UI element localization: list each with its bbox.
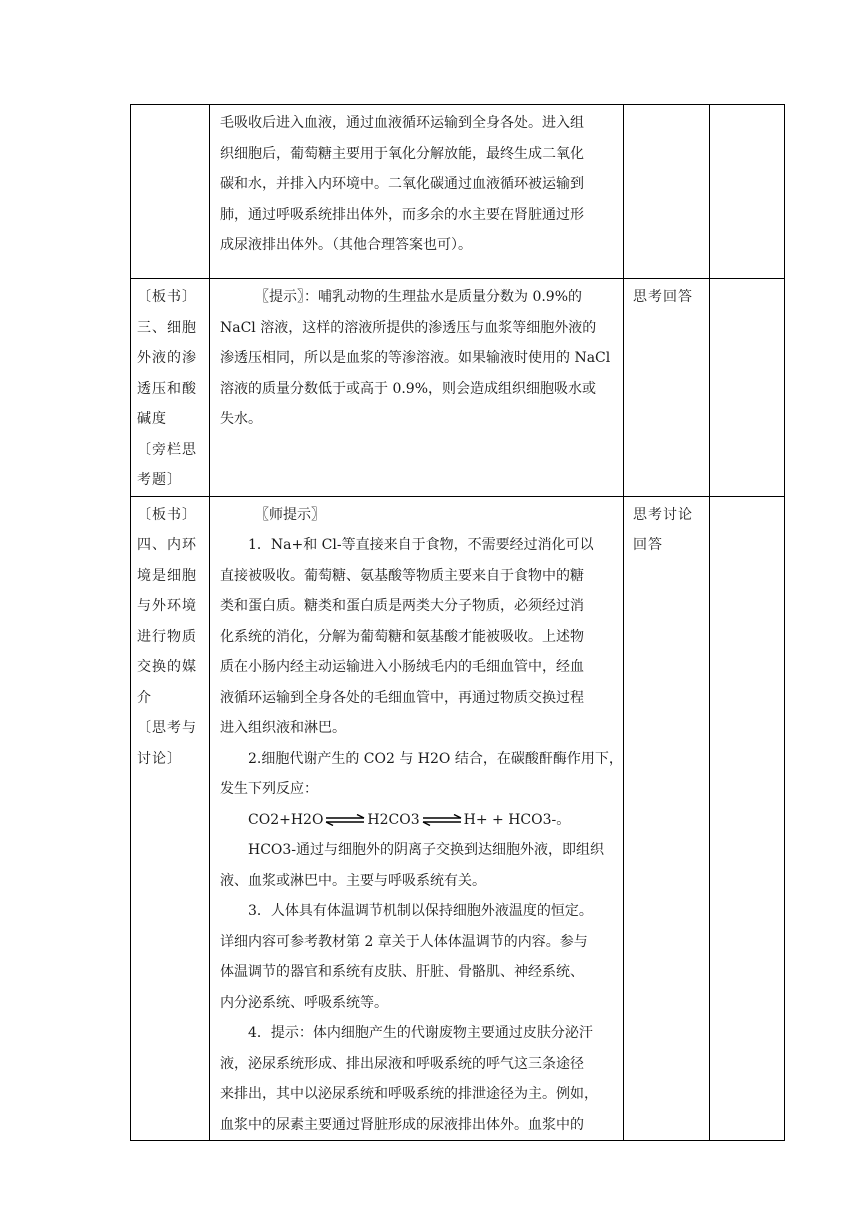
board-note-line: 〔板书〕 xyxy=(137,289,197,305)
board-note-line: 交换的媒 xyxy=(137,659,197,675)
text-line: 碳和水，并排入内环境中。二氧化碳通过血液循环被运输到 xyxy=(220,176,584,192)
text-line: 化系统的消化，分解为葡萄糖和氨基酸才能被吸收。上述物 xyxy=(220,628,584,645)
remarks-cell xyxy=(710,279,785,497)
board-note-line: 境是细胞 xyxy=(137,567,197,584)
chemical-equation xyxy=(220,805,616,836)
text-line: 成尿液排出体外。（其他合理答案也可）。 xyxy=(220,237,472,253)
board-notes-cell xyxy=(131,279,210,497)
table-row xyxy=(131,105,785,279)
board-note-line: 〔旁栏思 xyxy=(137,441,197,458)
text-line: 发生下列反应： xyxy=(220,781,318,797)
lesson-plan-table xyxy=(130,104,785,1141)
text-line: 直接被吸收。葡萄糖、氨基酸等物质主要来自于食物中的糖 xyxy=(220,567,584,584)
text-line: 肺，通过呼吸系统排出体外，而多余的水主要在肾脏通过形 xyxy=(220,206,584,223)
text-line: 来排出，其中以泌尿系统和呼吸系统的排泄途径为主。例如， xyxy=(220,1086,598,1102)
text-line: 血浆中的尿素主要通过肾脏形成的尿液排出体外。血浆中的 xyxy=(220,1116,584,1133)
board-note-line: 介 xyxy=(137,689,152,706)
board-note-line: 三、细胞 xyxy=(137,319,197,336)
content-cell xyxy=(210,496,624,1141)
board-note-line: 与外环境 xyxy=(137,598,197,614)
board-note-line: 考题〕 xyxy=(137,472,182,488)
text-line: 详细内容可参考教材第 2 章关于人体体温调节的内容。参与 xyxy=(220,933,588,950)
text-line: 2.细胞代谢产生的 CO2 与 H2O 结合，在碳酸酐酶作用下， xyxy=(248,750,623,767)
table-row xyxy=(131,496,785,1141)
student-activity-cell xyxy=(624,279,710,497)
equation-left: CO2+H2O xyxy=(248,811,324,828)
content-cell xyxy=(210,279,624,497)
text-line: 体温调节的器官和系统有皮肤、肝脏、骨骼肌、神经系统、 xyxy=(220,964,584,980)
text-line: 质在小肠内经主动运输进入小肠绒毛内的毛细血管中，经血 xyxy=(220,659,584,675)
text-line: 液循环运输到全身各处的毛细血管中，再通过物质交换过程 xyxy=(220,689,584,706)
text-line: HCO3-通过与细胞外的阴离子交换到达细胞外液，即组织 xyxy=(248,842,605,858)
text-line: 〖提示〗：哺乳动物的生理盐水是质量分数为 0.9%的 xyxy=(255,289,583,305)
board-note-line: 透压和酸 xyxy=(137,380,197,397)
student-activity-cell xyxy=(624,105,710,279)
activity-label: 思考讨论 xyxy=(633,506,693,523)
board-notes-cell xyxy=(131,496,210,1141)
board-notes-cell xyxy=(131,105,210,279)
board-note-line: 四、内环 xyxy=(137,537,197,553)
table-row xyxy=(131,279,785,497)
board-note-line: 讨论〕 xyxy=(137,750,182,767)
equilibrium-arrow-icon xyxy=(325,814,365,826)
board-note-line: 〔板书〕 xyxy=(137,506,197,523)
text-line: 类和蛋白质。糖类和蛋白质是两类大分子物质，必须经过消 xyxy=(220,598,584,614)
text-line: 1．Na+和 Cl-等直接来自于食物，不需要经过消化可以 xyxy=(248,537,594,553)
text-line: 渗透压相同，所以是血浆的等渗溶液。如果输液时使用的 NaCl xyxy=(220,350,611,366)
remarks-cell xyxy=(710,105,785,279)
student-activity-cell xyxy=(624,496,710,1141)
board-note-line: 进行物质 xyxy=(137,628,197,645)
text-line: 液，泌尿系统形成、排出尿液和呼吸系统的呼气这三条途径 xyxy=(220,1055,584,1072)
board-note-line: 外液的渗 xyxy=(137,350,197,366)
board-note-line: 〔思考与 xyxy=(137,720,197,736)
text-line: 4．提示：体内细胞产生的代谢废物主要通过皮肤分泌汗 xyxy=(248,1025,593,1041)
text-line: 毛吸收后进入血液，通过血液循环运输到全身各处。进入组 xyxy=(220,115,584,131)
text-line: 失水。 xyxy=(220,411,262,427)
text-line: 内分泌系统、呼吸系统等。 xyxy=(220,994,388,1011)
text-line: 液、血浆或淋巴中。主要与呼吸系统有关。 xyxy=(220,872,486,889)
text-line: NaCl 溶液，这样的溶液所提供的渗透压与血浆等细胞外液的 xyxy=(220,319,597,336)
remarks-cell xyxy=(710,496,785,1141)
text-line: 织细胞后，葡萄糖主要用于氧化分解放能，最终生成二氧化 xyxy=(220,145,584,162)
activity-label: 回答 xyxy=(633,537,663,553)
equation-right: H+ + HCO3-。 xyxy=(463,811,571,828)
equation-middle: H2CO3 xyxy=(367,811,420,828)
text-line: 3．人体具有体温调节机制以保持细胞外液温度的恒定。 xyxy=(248,903,593,919)
hint-title: 〖师提示〗 xyxy=(255,506,325,523)
text-line: 溶液的质量分数低于或高于 0.9%，则会造成组织细胞吸水或 xyxy=(220,380,597,397)
activity-label: 思考回答 xyxy=(633,289,693,305)
board-note-line: 碱度 xyxy=(137,411,167,427)
text-line: 进入组织液和淋巴。 xyxy=(220,720,346,736)
content-cell xyxy=(210,105,624,279)
equilibrium-arrow-icon xyxy=(422,814,462,826)
